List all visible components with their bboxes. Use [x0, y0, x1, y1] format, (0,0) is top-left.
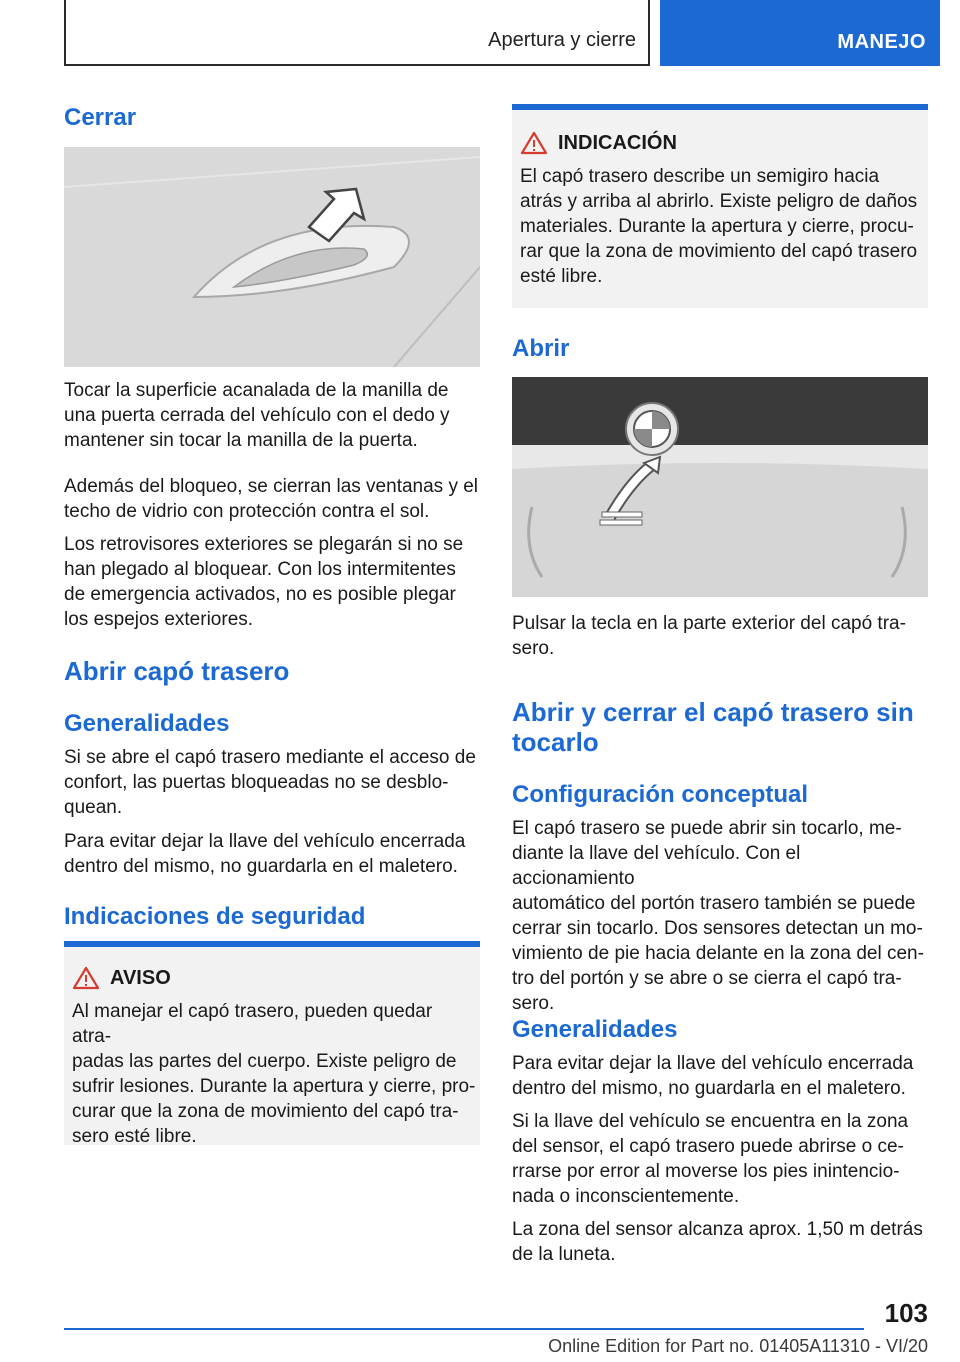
text-line: confort, las puertas bloqueadas no se desblo-	[64, 772, 449, 793]
paragraph-para-evitar	[64, 829, 480, 879]
heading-line: Abrir y cerrar el capó trasero sin	[512, 697, 914, 727]
text-line: La zona del sensor alcanza aprox. 1,50 m detrás	[512, 1219, 923, 1240]
paragraph-retrovisores	[64, 532, 480, 632]
text-line: dentro del mismo, no guardarla en el maletero.	[64, 856, 458, 877]
aviso-text	[72, 999, 476, 1149]
text-line: una puerta cerrada del vehículo con el dedo y	[64, 405, 450, 426]
tailgate-button-illustration	[512, 377, 928, 597]
text-line: Si la llave del vehículo se encuentra en la zona	[512, 1111, 909, 1132]
text-line: Para evitar dejar la llave del vehículo encerrada	[64, 831, 466, 852]
text-line: El capó trasero describe un semigiro hacia	[520, 166, 880, 187]
text-line: dentro del mismo, no guardarla en el maletero.	[512, 1078, 906, 1099]
text-line: quean.	[64, 797, 123, 818]
text-line: vimiento de pie hacia delante en la zona del cen-	[512, 943, 924, 964]
header-section-box	[64, 0, 650, 66]
aviso-box	[64, 941, 480, 1145]
heading-generalidades-2: Generalidades	[512, 1016, 678, 1043]
text-line: mantener sin tocar la manilla de la puerta.	[64, 430, 418, 451]
heading-configuracion: Configuración conceptual	[512, 781, 809, 808]
text-line: Al manejar el capó trasero, pueden quedar atra-	[72, 1001, 433, 1047]
paragraph-zona	[512, 1217, 928, 1267]
heading-sin-tocarlo	[512, 697, 928, 757]
aviso-title: AVISO	[110, 966, 171, 989]
text-line: Para evitar dejar la llave del vehículo encerrada	[512, 1053, 914, 1074]
indicacion-header	[520, 131, 677, 155]
paragraph-pulsar	[512, 611, 928, 661]
text-line: Los retrovisores exteriores se plegarán si no se	[64, 534, 464, 555]
text-line: de la luneta.	[512, 1244, 616, 1265]
paragraph-ademas	[64, 474, 480, 524]
indicacion-rule	[512, 104, 928, 110]
aviso-rule	[64, 941, 480, 947]
warning-triangle-icon	[520, 131, 548, 155]
paragraph-config	[512, 816, 928, 1016]
heading-indicaciones: Indicaciones de seguridad	[64, 903, 366, 930]
text-line: Si se abre el capó trasero mediante el acceso de	[64, 747, 476, 768]
indicacion-title: INDICACIÓN	[558, 131, 677, 154]
heading-abrir: Abrir	[512, 335, 570, 362]
heading-line: tocarlo	[512, 727, 599, 757]
paragraph-tocar	[64, 378, 480, 453]
paragraph-para-evitar-2	[512, 1051, 928, 1101]
text-line: Pulsar la tecla en la parte exterior del capó tra-	[512, 613, 906, 634]
header-chapter-title: MANEJO	[837, 31, 926, 53]
text-line: automático del portón trasero también se puede	[512, 893, 916, 914]
text-line: los espejos exteriores.	[64, 609, 254, 630]
page-number: 103	[884, 1298, 928, 1328]
header-chapter-box	[660, 0, 940, 66]
text-line: atrás y arriba al abrirlo. Existe peligro de daños	[520, 191, 918, 212]
text-line: Tocar la superficie acanalada de la manilla de	[64, 380, 449, 401]
text-line: rrarse por error al moverse los pies inintencio-	[512, 1161, 900, 1182]
door-handle-icon	[64, 147, 480, 367]
header-section-title: Apertura y cierre	[488, 29, 636, 51]
heading-cerrar: Cerrar	[64, 104, 137, 131]
text-line: sufrir lesiones. Durante la apertura y cierre, pro-	[72, 1076, 476, 1097]
tailgate-button-icon	[512, 377, 928, 597]
text-line: sero.	[512, 993, 555, 1014]
footer-rule	[64, 1328, 864, 1330]
text-line: El capó trasero se puede abrir sin tocarlo, me-	[512, 818, 902, 839]
heading-generalidades: Generalidades	[64, 710, 230, 737]
text-line: nada o inconscientemente.	[512, 1186, 740, 1207]
text-line: cerrar sin tocarlo. Dos sensores detectan un mo-	[512, 918, 923, 939]
paragraph-si-llave	[512, 1109, 928, 1209]
footer-edition: Online Edition for Part no. 01405A11310 - VI/20	[548, 1336, 928, 1356]
text-line: sero.	[512, 638, 555, 659]
text-line: diante la llave del vehículo. Con el accionamiento	[512, 843, 801, 889]
indicacion-box	[512, 104, 928, 308]
text-line: curar que la zona de movimiento del capó tra-	[72, 1101, 459, 1122]
indicacion-text	[520, 164, 924, 289]
text-line: esté libre.	[520, 266, 603, 287]
text-line: de emergencia activados, no es posible plegar	[64, 584, 456, 605]
text-line: sero esté libre.	[72, 1126, 197, 1147]
text-line: del sensor, el capó trasero puede abrirse o ce-	[512, 1136, 904, 1157]
text-line: han plegado al bloquear. Con los intermitentes	[64, 559, 456, 580]
text-line: tro del portón y se abre o se cierra el capó tra-	[512, 968, 902, 989]
warning-triangle-icon	[72, 966, 100, 990]
text-line: padas las partes del cuerpo. Existe peligro de	[72, 1051, 457, 1072]
paragraph-si-abre	[64, 745, 480, 820]
text-line: rar que la zona de movimiento del capó trasero	[520, 241, 918, 262]
text-line: Además del bloqueo, se cierran las ventanas y el	[64, 476, 479, 497]
text-line: materiales. Durante la apertura y cierre, procu-	[520, 216, 914, 237]
door-handle-illustration	[64, 147, 480, 367]
aviso-header	[72, 966, 171, 990]
text-line: techo de vidrio con protección contra el sol.	[64, 501, 430, 522]
heading-abrir-capo: Abrir capó trasero	[64, 656, 290, 686]
